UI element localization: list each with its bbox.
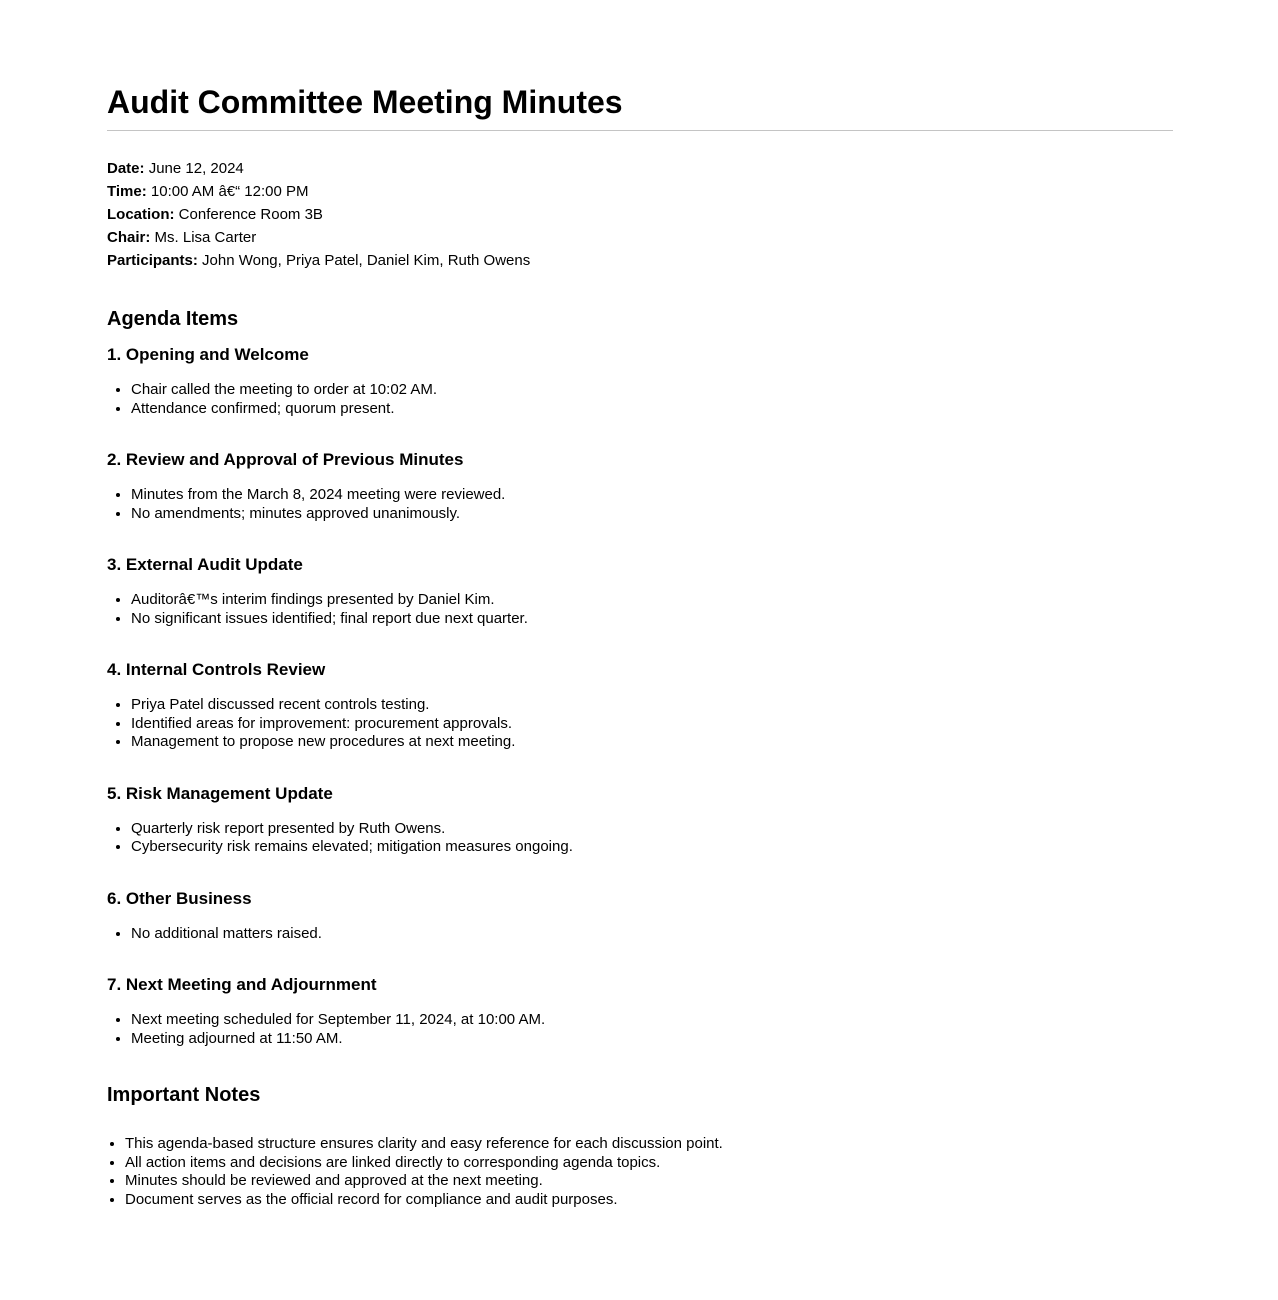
bullet-item: • No amendments; minutes approved unanimously. xyxy=(131,505,1173,524)
agenda-section xyxy=(107,660,1173,752)
agenda-heading: Agenda Items xyxy=(107,308,239,331)
bullet-item: • Attendance confirmed; quorum present. xyxy=(131,400,1173,419)
agenda-sections xyxy=(107,345,1173,1048)
bullet-item: • No significant issues identified; final report due next quarter. xyxy=(131,610,1173,629)
meta-label: Participants: xyxy=(107,252,198,270)
meta-line xyxy=(107,180,1173,203)
notes-heading: Important Notes xyxy=(107,1084,261,1107)
agenda-section xyxy=(107,450,1173,523)
bullet-item: • Cybersecurity risk remains elevated; mitigation measures ongoing. xyxy=(131,838,1173,857)
meta-line xyxy=(107,203,1173,226)
agenda-section xyxy=(107,784,1173,857)
section-title: 7. Next Meeting and Adjournment xyxy=(107,975,377,995)
section-title: 2. Review and Approval of Previous Minutes xyxy=(107,450,464,470)
agenda-section xyxy=(107,975,1173,1048)
section-title: 1. Opening and Welcome xyxy=(107,345,309,365)
bullet-item: • Meeting adjourned at 11:50 AM. xyxy=(131,1030,1173,1049)
agenda-section xyxy=(107,889,1173,944)
section-bullet-list xyxy=(107,381,1173,418)
meta-value: 10:00 AM â€“ 12:00 PM xyxy=(150,183,309,201)
section-bullet-list xyxy=(107,820,1173,857)
bullet-item: • Identified areas for improvement: procurement approvals. xyxy=(131,715,1173,734)
agenda-section xyxy=(107,555,1173,628)
section-title: 4. Internal Controls Review xyxy=(107,660,326,680)
meta-line xyxy=(107,249,1173,272)
note-item: • Minutes should be reviewed and approved at the next meeting. xyxy=(125,1172,1173,1191)
meta-label: Location: xyxy=(107,206,175,224)
section-bullet-list xyxy=(107,591,1173,628)
meta-label: Date: xyxy=(107,160,145,178)
bullet-item: • Priya Patel discussed recent controls testing. xyxy=(131,696,1173,715)
section-title: 6. Other Business xyxy=(107,888,252,908)
bullet-item: • No additional matters raised. xyxy=(131,925,1173,944)
meta-line xyxy=(107,157,1173,180)
note-item: • All action items and decisions are linked directly to corresponding agenda topics. xyxy=(125,1154,1173,1173)
meta-value: Ms. Lisa Carter xyxy=(154,229,257,247)
agenda-section xyxy=(107,345,1173,418)
meta-value: John Wong, Priya Patel, Daniel Kim, Ruth Owens xyxy=(202,252,531,270)
note-item: • This agenda-based structure ensures clarity and easy reference for each discussion point. xyxy=(125,1135,1173,1154)
meeting-meta xyxy=(107,157,1173,272)
meta-line xyxy=(107,226,1173,249)
section-title: 5. Risk Management Update xyxy=(107,783,333,803)
meta-value: Conference Room 3B xyxy=(178,206,323,224)
bullet-item: • Management to propose new procedures at next meeting. xyxy=(131,733,1173,752)
section-bullet-list xyxy=(107,696,1173,752)
section-bullet-list xyxy=(107,486,1173,523)
bullet-item: • Quarterly risk report presented by Ruth Owens. xyxy=(131,820,1173,839)
section-bullet-list xyxy=(107,1011,1173,1048)
meta-value: June 12, 2024 xyxy=(148,160,244,178)
bullet-item: • Chair called the meeting to order at 10:02 AM. xyxy=(131,381,1173,400)
meta-label: Time: xyxy=(107,183,147,201)
bullet-item: • Next meeting scheduled for September 11, 2024, at 10:00 AM. xyxy=(131,1011,1173,1030)
section-bullet-list xyxy=(107,925,1173,944)
notes-list xyxy=(107,1135,1173,1209)
section-title: 3. External Audit Update xyxy=(107,555,303,575)
bullet-item: • Minutes from the March 8, 2024 meeting were reviewed. xyxy=(131,486,1173,505)
note-item: • Document serves as the official record for compliance and audit purposes. xyxy=(125,1191,1173,1210)
meta-label: Chair: xyxy=(107,229,151,247)
bullet-item: • Auditorâ€™s interim findings presented by Daniel Kim. xyxy=(131,591,1173,610)
page-title: Audit Committee Meeting Minutes xyxy=(107,85,1173,131)
